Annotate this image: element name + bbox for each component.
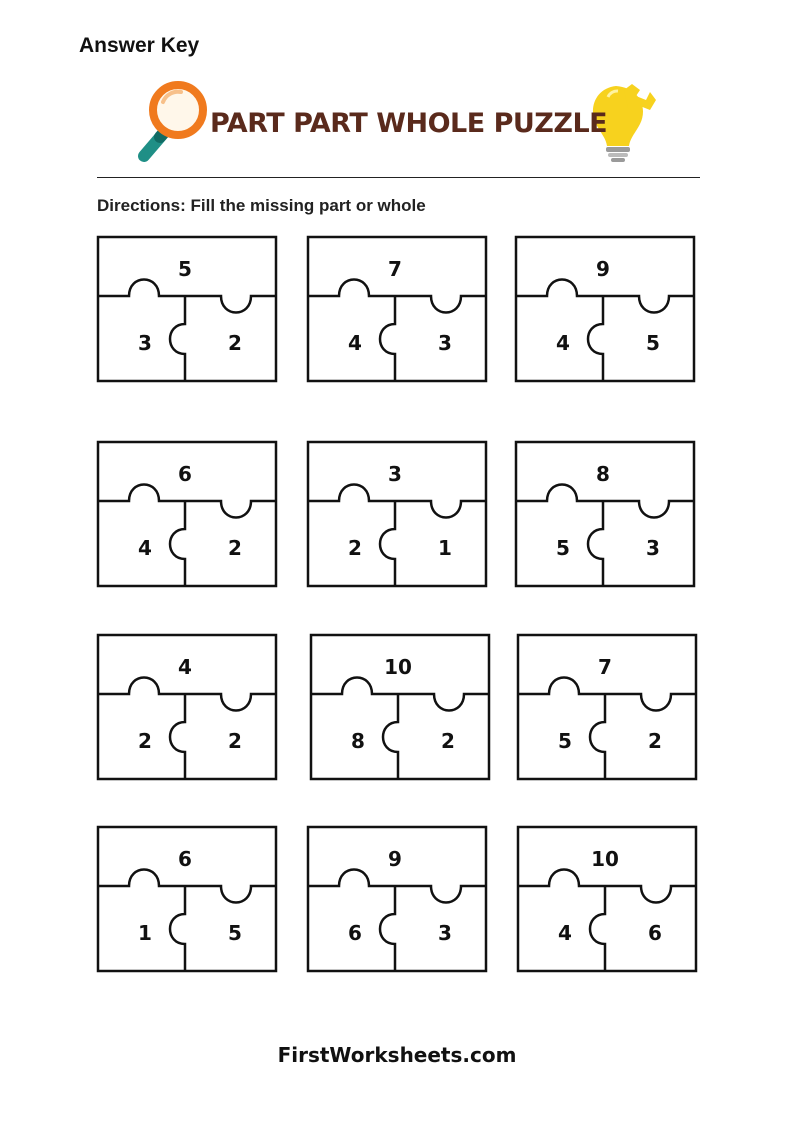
left-part-number: 1 [138, 921, 152, 945]
magnifier-icon [144, 85, 203, 156]
puzzle-8 [310, 634, 490, 780]
puzzle-2 [307, 236, 487, 382]
left-part-number: 4 [138, 536, 152, 560]
left-part-number: 4 [348, 331, 362, 355]
left-part-number: 5 [556, 536, 570, 560]
right-part-number: 5 [228, 921, 242, 945]
right-part-number: 3 [646, 536, 660, 560]
right-part-number: 2 [228, 536, 242, 560]
left-part-number: 8 [351, 729, 365, 753]
puzzle-7 [97, 634, 277, 780]
right-part-number: 2 [228, 729, 242, 753]
answer-key-label: Answer Key [79, 34, 200, 57]
puzzle-1 [97, 236, 277, 382]
left-part-number: 2 [138, 729, 152, 753]
whole-number: 3 [388, 462, 402, 486]
right-part-number: 2 [648, 729, 662, 753]
whole-number: 10 [384, 655, 412, 679]
whole-number: 9 [388, 847, 402, 871]
whole-number: 10 [591, 847, 619, 871]
worksheet-title: PART PART WHOLE PUZZLE [210, 108, 608, 139]
puzzle-9 [517, 634, 697, 780]
whole-number: 6 [178, 847, 192, 871]
right-part-number: 2 [228, 331, 242, 355]
left-part-number: 3 [138, 331, 152, 355]
puzzle-4 [97, 441, 277, 587]
puzzle-3 [515, 236, 695, 382]
whole-number: 8 [596, 462, 610, 486]
whole-number: 4 [178, 655, 192, 679]
left-part-number: 4 [556, 331, 570, 355]
puzzle-6 [515, 441, 695, 587]
whole-number: 5 [178, 257, 192, 281]
left-part-number: 6 [348, 921, 362, 945]
right-part-number: 3 [438, 921, 452, 945]
right-part-number: 3 [438, 331, 452, 355]
left-part-number: 5 [558, 729, 572, 753]
puzzle-12 [517, 826, 697, 972]
title-rule [97, 177, 700, 178]
puzzle-10 [97, 826, 277, 972]
puzzle-5 [307, 441, 487, 587]
whole-number: 9 [596, 257, 610, 281]
right-part-number: 6 [648, 921, 662, 945]
left-part-number: 4 [558, 921, 572, 945]
header-art [0, 0, 794, 180]
whole-number: 7 [598, 655, 612, 679]
left-part-number: 2 [348, 536, 362, 560]
footer-site: FirstWorksheets.com [277, 1043, 517, 1067]
puzzle-11 [307, 826, 487, 972]
right-part-number: 2 [441, 729, 455, 753]
right-part-number: 5 [646, 331, 660, 355]
whole-number: 7 [388, 257, 402, 281]
right-part-number: 1 [438, 536, 452, 560]
directions-text: Directions: Fill the missing part or whole [97, 196, 426, 215]
whole-number: 6 [178, 462, 192, 486]
